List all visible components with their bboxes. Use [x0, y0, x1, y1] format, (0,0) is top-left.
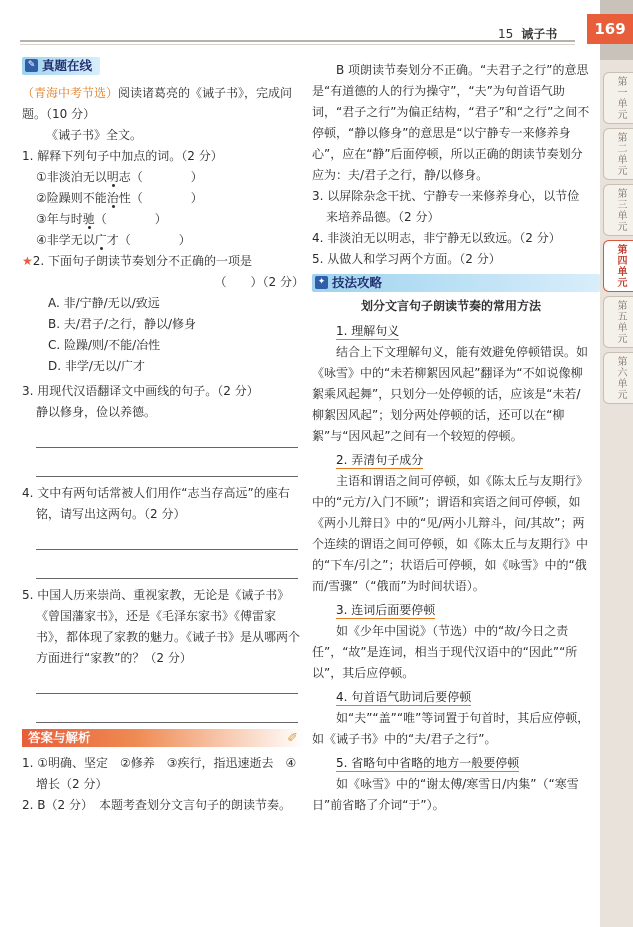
pen-icon: ✐: [287, 731, 298, 746]
answer-line[interactable]: [36, 425, 298, 448]
page-number: 169: [587, 14, 633, 44]
tab-unit-5[interactable]: 第五单元: [603, 296, 633, 348]
tab-unit-1[interactable]: 第一单元: [603, 72, 633, 124]
q2-option: A. 非/宁静/无以/致远: [48, 296, 160, 310]
answer-line[interactable]: [36, 671, 298, 694]
answer-4: 4. 非淡泊无以明志，非宁静无以致远。（2 分）: [312, 231, 561, 245]
q2-stem: ★2. 下面句子朗读节奏划分不正确的一项是: [22, 254, 253, 268]
lesson-title: 15 诫子书: [498, 27, 558, 41]
answer-2: 2. B（2 分） 本题考查划分文言句子的朗读节奏。: [22, 798, 291, 812]
right-column: [312, 60, 590, 816]
page-header: [0, 0, 633, 44]
q1-stem: 1. 解释下列句子中加点的词。（2 分）: [22, 149, 223, 163]
section-title: 2. 弄清句子成分: [336, 453, 424, 467]
answer-1: 1. ①明确、坚定 ②修养 ③疾行，指迅速逝去 ④增长（2 分）: [22, 756, 297, 791]
tab-unit-6[interactable]: 第六单元: [603, 352, 633, 404]
section-title: 5. 省略句中省略的地方一般要停顿: [336, 756, 520, 770]
q2-score: （ ）（2 分）: [214, 275, 304, 289]
star-icon: ★: [22, 254, 33, 268]
tab-unit-2[interactable]: 第二单元: [603, 128, 633, 180]
section-body: 主语和谓语之间可停顿，如《陈太丘与友期行》中的“元方/入门不顾”；谓语和宾语之间可停顿，如《两小儿辩日》中的“见/两小儿辩斗，问/其故”；两个连续的谓语之间可停顿，如《陈太丘与友期行》中的“下车/引之”；状语后可停顿，如《咏雪》中的“俄而/雪骤”（“俄而”为时间状语）。: [312, 474, 589, 593]
q5-stem: 5. 中国人历来崇尚、重视家教，无论是《诫子书》《曾国藩家书》，还是《毛泽东家书》《傅雷家书》，都体现了家教的魅力。《诫子书》是从哪两个方面进行“家教”的？（2 分）: [22, 588, 301, 665]
answer-line[interactable]: [36, 556, 298, 579]
q3-stem: 3. 用现代汉语翻译文中画线的句子。（2 分）: [22, 384, 259, 398]
answer-line[interactable]: [36, 454, 298, 477]
answer-3: 3. 以屏除杂念干扰、宁静专一来修养身心，以节俭来培养品德。（2 分）: [312, 189, 580, 224]
answer-5: 5. 从做人和学习两个方面。（2 分）: [312, 252, 501, 266]
banner-techniques: ✦ 技法攻略: [312, 274, 600, 292]
q4-stem: 4. 文中有两句话常被人们用作“志当存高远”的座右铭，请写出这两句。（2 分）: [22, 486, 290, 521]
section-title: 3. 连词后面要停顿: [336, 603, 436, 617]
answer-line[interactable]: [36, 527, 298, 550]
intro: （青海中考节选）阅读诸葛亮的《诫子书》，完成问题。（10 分）: [22, 86, 293, 121]
section-body: 结合上下文理解句义，能有效避免停顿错误。如《咏雪》中的“未若柳絮因风起”翻译为“不如说像柳絮乘风起舞”，只划分一处停顿的话，应该是“未若/柳絮因风起”；划分两处停顿的话，还可以在“柳絮”与“因风起”之间有一个较短的停顿。: [312, 345, 589, 443]
techniques-subtitle: 划分文言句子朗读节奏的常用方法: [360, 299, 541, 313]
banner-answers: 答案与解析 ✐: [22, 729, 304, 747]
section-title: 4. 句首语气助词后要停顿: [336, 690, 472, 704]
q3-sentence: 静以修身，俭以养德。: [36, 405, 157, 419]
section-body: 如《咏雪》中的“谢太傅/寒雪日/内集”（“寒雪日”前省略了介词“于”）。: [312, 777, 579, 812]
answer-line[interactable]: [36, 700, 298, 723]
header-rule: [20, 40, 575, 42]
pencil-icon: ✎: [25, 59, 38, 72]
section-body: 如《少年中国说》（节选）中的“故/今日之责任”，“故”是连词，相当于现代汉语中的“因此”“所以”，其后应停顿。: [312, 624, 578, 680]
q2-option: C. 险躁/则/不能/冶性: [48, 338, 161, 352]
section-body: 如“夫”“盖”“唯”等词置于句首时，其后应停顿，如《诫子书》中的“夫/君子之行”。: [312, 711, 590, 746]
q1-item: ④非学无以广才（ ）: [36, 233, 191, 247]
tab-unit-4[interactable]: 第四单元: [603, 240, 633, 292]
section-title: 1. 理解句义: [336, 324, 400, 338]
left-column: [22, 56, 304, 816]
lightbulb-icon: ✦: [315, 276, 328, 289]
tab-unit-3[interactable]: 第三单元: [603, 184, 633, 236]
q1-item: ①非淡泊无以明志（ ）: [36, 170, 203, 184]
answer-2-continued: B 项朗读节奏划分不正确。“夫君子之行”的意思是“有道德的人的行为操守”，“夫”为句首语气助词，“君子之行”为偏正结构，“君子”和“之行”之间不停顿，“静以修身”的意思是“以宁静专一来修养身心”，应在“静”后面停顿，所以正确的朗读节奏划分应为：夫/君子之行，静/以修身。: [312, 63, 590, 182]
q2-option: B. 夫/君子/之行，静以/修身: [48, 317, 196, 331]
q1-item: ②险躁则不能治性（ ）: [36, 191, 203, 205]
q1-item: ③年与时驰（ ）: [36, 212, 167, 226]
banner-real-exam: ✎ 真题在线: [22, 57, 100, 75]
q2-option: D. 非学/无以/广才: [48, 359, 145, 373]
text-reference: 《诫子书》全文。: [46, 128, 143, 142]
